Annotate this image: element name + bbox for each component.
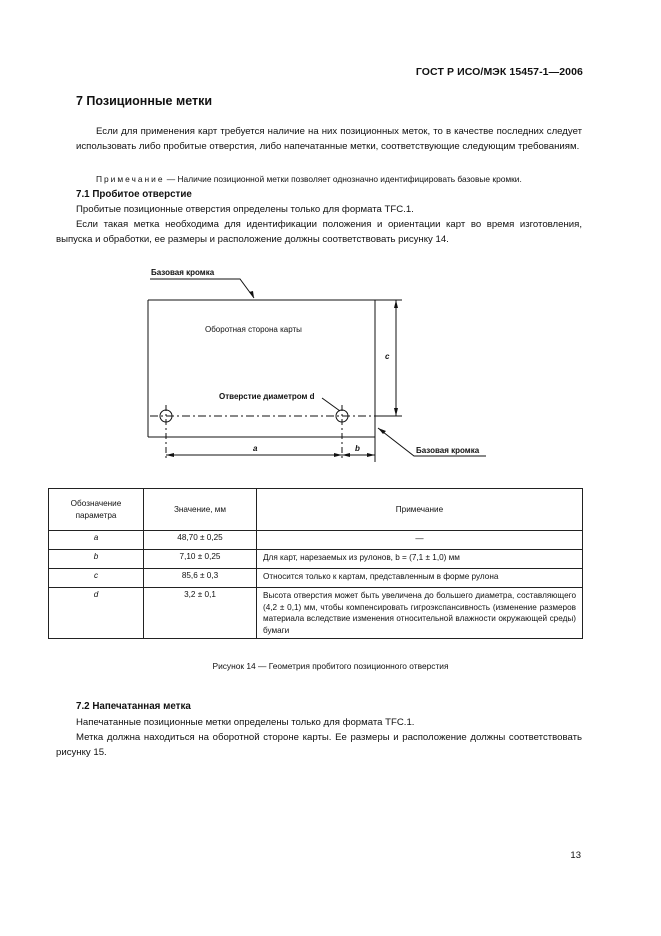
arrow-a-left [166,453,174,457]
cell-param: a [49,531,144,550]
label-base-edge-top: Базовая кромка [151,268,215,277]
table-header-row [49,489,583,531]
section-7-title: 7 Позиционные метки [76,94,213,108]
label-back-side: Оборотная сторона карты [205,325,302,334]
leader-base-edge-top [150,279,254,298]
standard-header: ГОСТ Р ИСО/МЭК 15457-1—2006 [415,66,583,78]
note-text: — Наличие позиционной метки позволяет однозначно идентифицировать базовые кромки. [164,174,522,184]
arrow-c-top [394,300,398,308]
cell-param: b [49,550,144,569]
cell-value: 3,2 ± 0,1 [144,588,257,639]
arrow-a-right [334,453,342,457]
cell-value: 48,70 ± 0,25 [144,531,257,550]
section-7-2-title: 7.2 Напечатанная метка [76,701,191,712]
label-base-edge-right: Базовая кромка [416,446,480,455]
header-param: Обозначение параметра [49,489,144,531]
page-number: 13 [570,850,581,861]
table-row [49,531,583,550]
dim-label-a: a [253,444,258,453]
table-row [49,569,583,588]
note-label: Примечание [96,174,165,184]
cell-param: c [49,569,144,588]
label-hole: Отверстие диаметром d [219,392,315,401]
section-7-1-title: 7.1 Пробитое отверстие [76,189,192,200]
section-7-1-p2: Если такая метка необходима для идентификации положения и ориентации карт во время изготовления, выпуска и обработки, ее размеры и расположение должны соответствовать рисунку 14. [56,219,582,246]
cell-param: d [49,588,144,639]
cell-value: 7,10 ± 0,25 [144,550,257,569]
arrow-b-right [367,453,375,457]
section-7-2-p2: Метка должна находиться на оборотной стороне карты. Ее размеры и расположение должны соответствовать рисунку 15. [56,732,582,759]
section-7-paragraph: Если для применения карт требуется наличие на них позиционных меток, то в качестве последних следует использовать либо пробитые отверстия, либо напечатанные метки, соответствующие следующим требованиям. [76,126,582,153]
figure-14-caption: Рисунок 14 — Геометрия пробитого позиционного отверстия [212,661,449,671]
cell-note: Относится только к картам, представленным в форме рулона [257,569,583,588]
table-row [49,550,583,569]
section-7-2-p1: Напечатанные позиционные метки определены только для формата TFC.1. [76,717,415,728]
arrow-base-edge-top [249,291,254,298]
leader-hole [322,398,340,411]
parameters-table [48,488,583,639]
section-7-1-p1: Пробитые позиционные отверстия определены только для формата TFC.1. [76,204,414,215]
header-note: Примечание [257,489,583,531]
cell-note: Для карт, нарезаемых из рулонов, b = (7,1 ± 1,0) мм [257,550,583,569]
dim-label-b: b [355,444,360,453]
table-row [49,588,583,639]
cell-value: 85,6 ± 0,3 [144,569,257,588]
cell-note: — [257,531,583,550]
arrow-b-left [342,453,350,457]
dim-label-c: c [385,352,390,361]
header-value: Значение, мм [144,489,257,531]
cell-note: Высота отверстия может быть увеличена до большего диаметра, составляющего (4,2 ± 0,1) мм, чтобы компенсировать гигроэкспансивность (изменение размеров материала вследствие изменения относительной влажности окружающей среды) бумаги [257,588,583,639]
arrow-c-bottom [394,408,398,416]
